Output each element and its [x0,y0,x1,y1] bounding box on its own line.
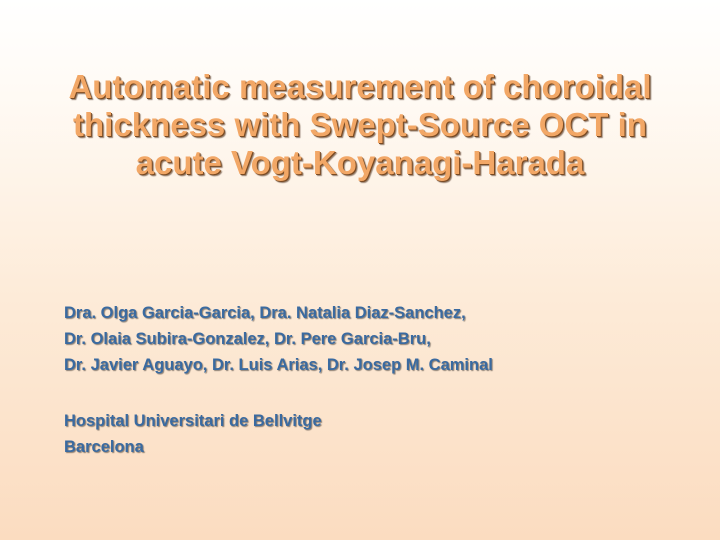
title-line: thickness with Swept-Source OCT in [73,106,647,143]
institution-city: Barcelona [64,438,144,456]
institution-block [64,408,684,460]
author-line: Dr. Olaia Subira-Gonzalez, Dr. Pere Garcia-Bru, [64,330,431,348]
author-line: Dr. Javier Aguayo, Dr. Luis Arias, Dr. Josep M. Caminal [64,356,493,374]
slide-title [20,68,700,182]
author-list [64,300,684,378]
author-line: Dra. Olga Garcia-Garcia, Dra. Natalia Diaz-Sanchez, [64,304,466,322]
title-line: acute Vogt-Koyanagi-Harada [135,144,585,181]
title-line: Automatic measurement of choroidal [68,68,652,105]
institution-name: Hospital Universitari de Bellvitge [64,412,322,430]
